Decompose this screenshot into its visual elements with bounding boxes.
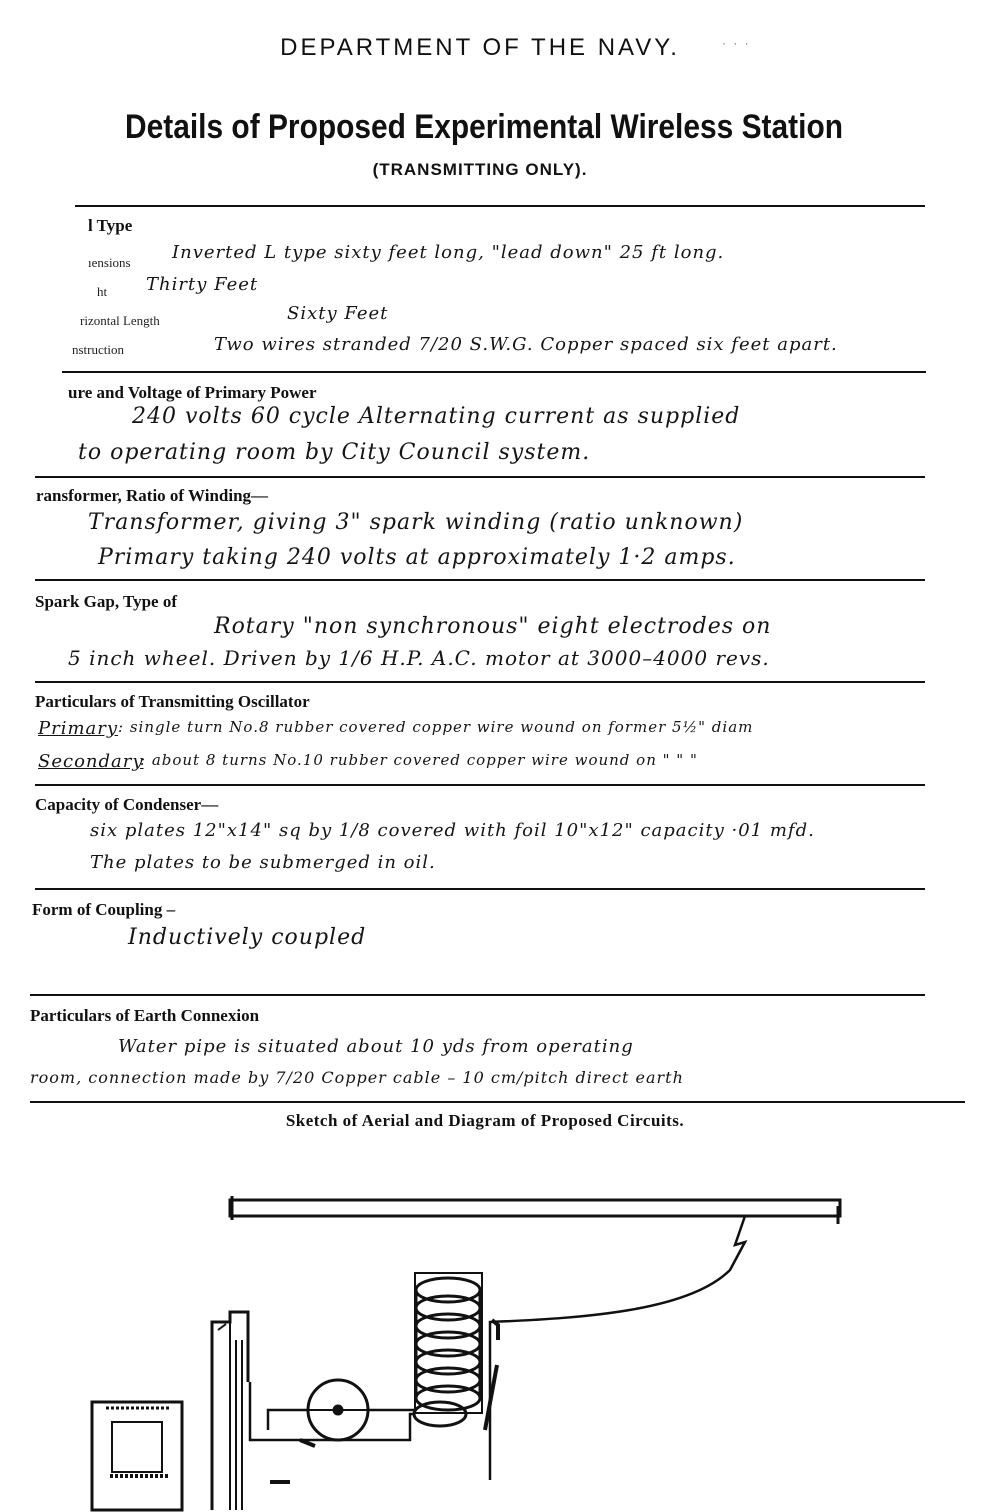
horizontal-length-value: Sixty Feet (287, 303, 389, 324)
condenser-label: Capacity of Condenser— (35, 795, 219, 814)
construction-value: Two wires stranded 7/20 S.W.G. Copper spaced six feet apart. (214, 334, 838, 355)
condenser-line-2: The plates to be submerged in oil. (90, 852, 436, 873)
divider (35, 476, 925, 478)
divider (30, 1101, 965, 1103)
oscillator-label: Particulars of Transmitting Oscillator (35, 692, 310, 711)
construction-label: nstruction (72, 342, 124, 357)
transformer-core (212, 1312, 248, 1510)
coupling-line-1: Inductively coupled (128, 925, 367, 950)
oscillator-helix (415, 1273, 482, 1413)
transformer-line-1: Transformer, giving 3" spark winding (ratio unknown) (88, 510, 744, 535)
divider (35, 579, 925, 581)
oscillator-secondary-value: : about 8 turns No.10 rubber covered copper wire wound on " " " (140, 751, 698, 769)
oscillator-primary-label: Primary (38, 718, 119, 739)
aerial-type-label: l Type (88, 216, 133, 235)
transformer-line-2: Primary taking 240 volts at approximately 1·2 amps. (98, 545, 736, 570)
divider (75, 205, 925, 207)
primary-power-line-1: 240 volts 60 cycle Alternating current as supplied (132, 404, 741, 429)
lead-down-wire (490, 1216, 745, 1480)
divider (30, 994, 925, 996)
sketch-caption: Sketch of Aerial and Diagram of Proposed Circuits. (285, 1111, 685, 1130)
height-value: Thirty Feet (146, 274, 259, 295)
transformer-label: ransformer, Ratio of Winding— (36, 486, 269, 505)
primary-power-label: ure and Voltage of Primary Power (68, 383, 317, 402)
spark-gap-label: Spark Gap, Type of (35, 592, 178, 611)
condenser-line-1: six plates 12"x14" sq by 1/8 covered with foil 10"x12" capacity ·01 mfd. (90, 820, 815, 841)
earth-line-2: room, connection made by 7/20 Copper cable – 10 cm/pitch direct earth (30, 1068, 684, 1087)
circuit-sketch (0, 1150, 1000, 1512)
divider (35, 681, 925, 683)
oscillator-primary-value: : single turn No.8 rubber covered copper wire wound on former 5½" diam (118, 718, 754, 736)
aerial-wires (230, 1200, 840, 1216)
form-subtitle: (TRANSMITTING ONLY). (372, 160, 588, 179)
form-title: Details of Proposed Experimental Wireless Station (124, 108, 843, 146)
coupling-label: Form of Coupling – (32, 900, 176, 919)
faint-stamp-mark: · · · (722, 36, 751, 50)
earth-line-1: Water pipe is situated about 10 yds from operating (118, 1036, 634, 1057)
divider (35, 784, 925, 786)
horizontal-length-label: rizontal Length (80, 313, 160, 328)
rotary-spark-gap (308, 1380, 368, 1440)
earth-label: Particulars of Earth Connexion (30, 1006, 260, 1025)
primary-power-line-2: to operating room by City Council system. (78, 440, 591, 465)
divider (62, 371, 926, 373)
spark-gap-line-2: 5 inch wheel. Driven by 1/6 H.P. A.C. motor at 3000–4000 revs. (68, 646, 770, 670)
height-label: ht (97, 284, 108, 299)
spark-gap-line-1: Rotary "non synchronous" eight electrodes on (214, 614, 772, 639)
department-heading: DEPARTMENT OF THE NAVY. (280, 34, 680, 61)
divider (35, 888, 925, 890)
dimensions-value: Inverted L type sixty feet long, "lead down" 25 ft long. (172, 242, 725, 263)
oscillator-secondary-label: Secondary (38, 751, 144, 772)
dimensions-label: ıensions (88, 255, 131, 270)
power-box (92, 1402, 182, 1510)
